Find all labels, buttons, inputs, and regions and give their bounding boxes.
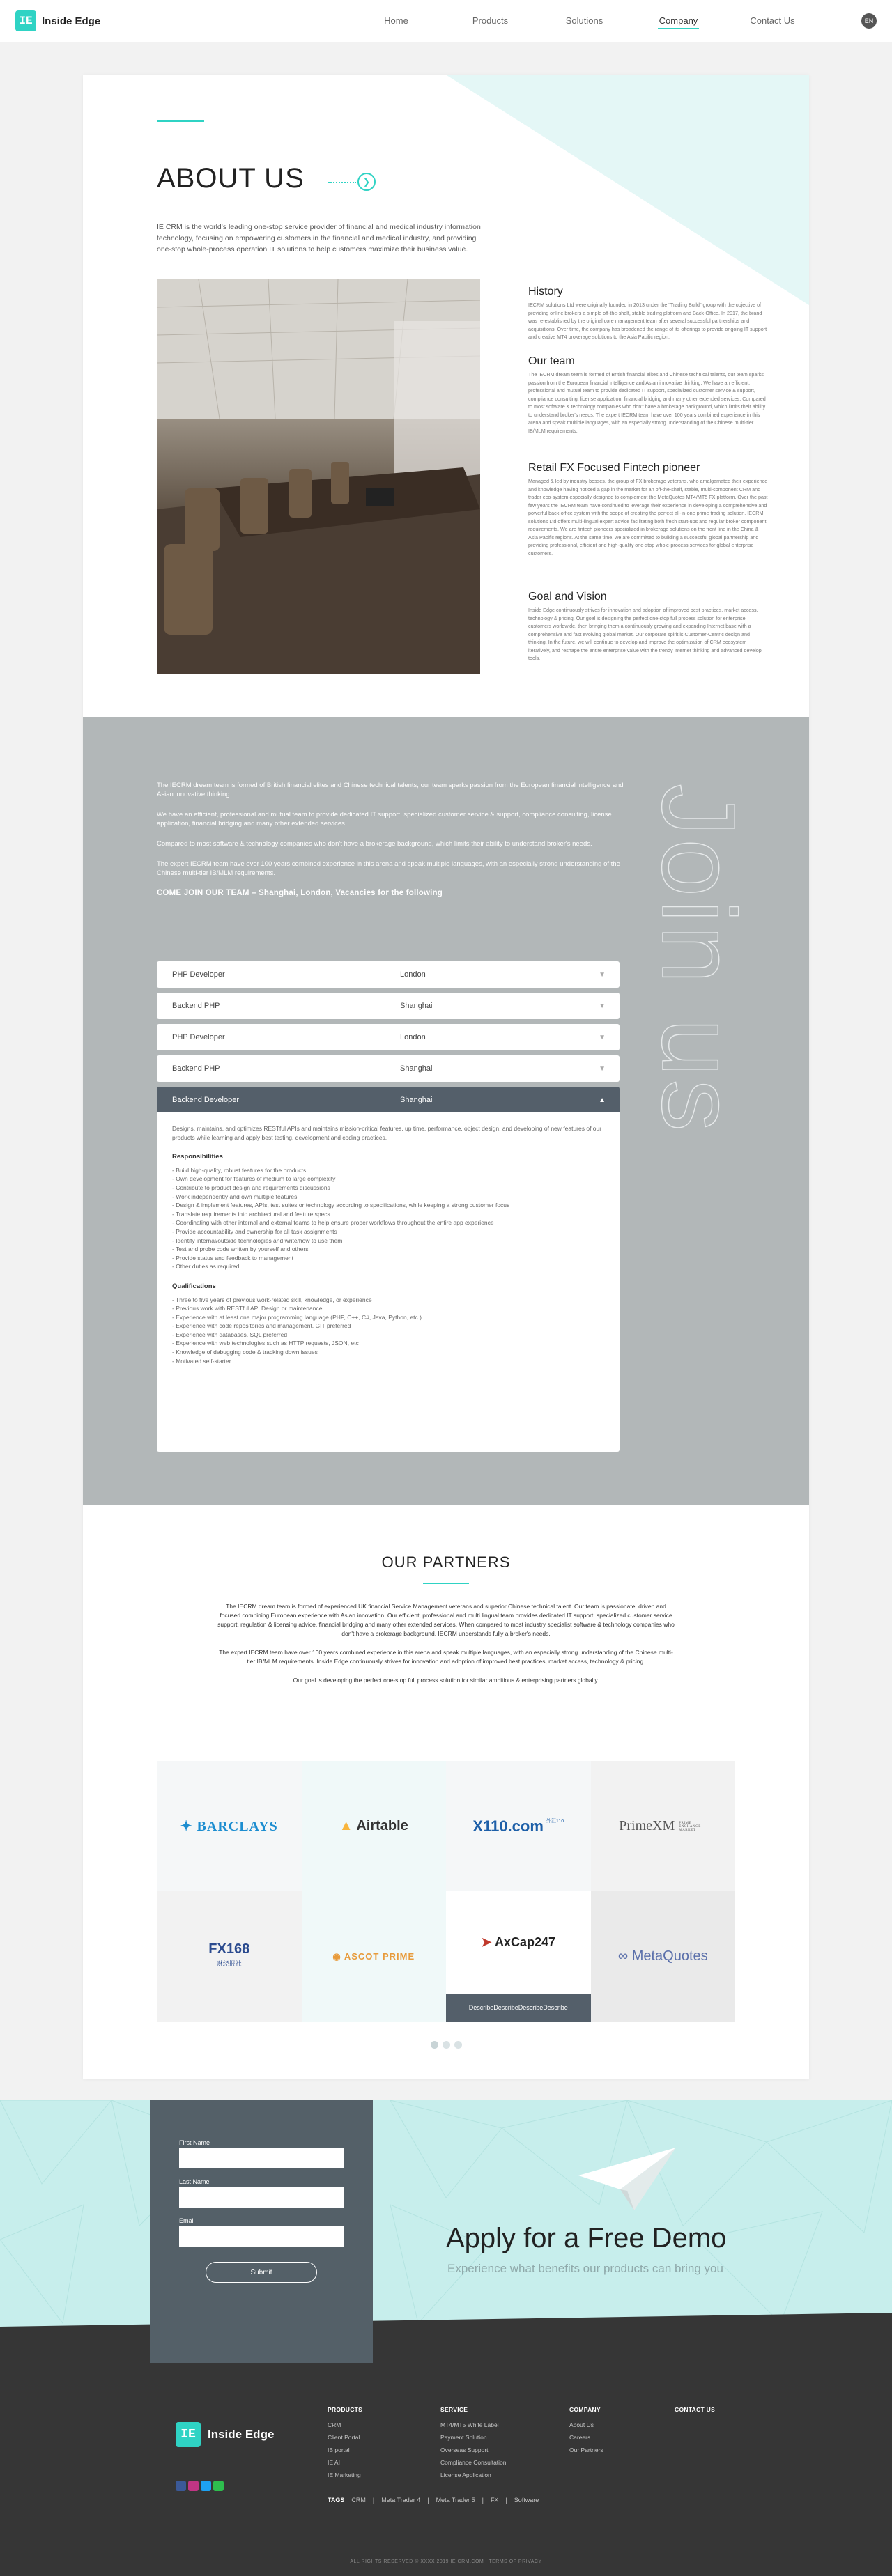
list-item: - Motivated self-starter (172, 1357, 231, 1365)
team-title: Our team (528, 355, 575, 367)
careers-paragraph: We have an efficient, professional and mutual team to provide dedicated IT support, specialized customer service & support, compliance consulting, license application, financial bridging and many other extended services. (157, 811, 612, 828)
qualifications-heading: Qualifications (172, 1282, 216, 1290)
list-item: - Three to five years of previous work-related skill, knowledge, or experience (172, 1296, 372, 1303)
footer-tags (328, 2497, 539, 2504)
partner-logo-fx168[interactable] (157, 1891, 302, 2022)
footer-link[interactable]: MT4/MT5 White Label (440, 2421, 499, 2428)
about-intro: IE CRM is the world's leading one-stop service provider of financial and medical industry information technology, focusing on empowering customers in the financial and medical industry, and providing one-stop whole-process operation IT solutions to help customers maximize their business value. (157, 223, 481, 254)
job-row[interactable] (157, 961, 620, 988)
team-text: The IECRM dream team is formed of British financial elites and Chinese technical talents, our team sparks passion from the European financial intelligence and Asian innovative thinking. We have an efficient, professional and mutual team to provide dedicated IT support, specialized customer service & support, compliance consulting, license application, financial bridging and many other extended services. Compared to most software & technology companies who don't have a brokerage background, which limits their ability to understand broker's needs. The expert IECRM team have over 100 years combined experience in this arena and speak multiple languages, with an especially strong understanding of the Chinese multi-tier IB/MLM requirements. (528, 371, 766, 434)
demo-subtitle: Experience what benefits our products can bring you (447, 2262, 723, 2275)
airtable-logo (339, 1818, 408, 1834)
x110-subtitle: 外汇110 (546, 1818, 564, 1824)
chevron-up-icon[interactable]: ▲ (599, 1096, 606, 1104)
x110-wordmark: X110.com (472, 1817, 544, 1835)
twitter-icon[interactable] (201, 2481, 211, 2491)
airtable-wordmark: Airtable (356, 1818, 408, 1833)
tag-separator: | (372, 2497, 375, 2504)
list-item: - Build high-quality, robust features for the products (172, 1166, 307, 1174)
metaquotes-logo (618, 1948, 708, 1964)
footer-column-heading: COMPANY (569, 2406, 601, 2413)
metaquotes-icon: ∞ (617, 1948, 632, 1964)
wechat-icon[interactable] (213, 2481, 224, 2491)
job-title: Backend PHP (172, 1002, 220, 1010)
axcap-logo (482, 1935, 555, 1950)
axcap-icon: ➤ (481, 1935, 495, 1949)
job-detail-panel (157, 1112, 620, 1452)
footer-link[interactable]: IE Marketing (328, 2472, 361, 2478)
partner-caption: DescribeDescribeDescribeDescribe (446, 1994, 591, 2022)
tag-separator: | (505, 2497, 507, 2504)
primexm-subtitle: PRIME EXCHANGE MARKET (679, 1821, 701, 1832)
x110-logo (472, 1817, 564, 1836)
fx168-logo (208, 1943, 249, 1970)
axcap-wordmark: AxCap247 (494, 1935, 555, 1949)
tag-link[interactable]: Software (514, 2497, 539, 2504)
careers-cta: COME JOIN OUR TEAM – Shanghai, London, Vacancies for the following (157, 889, 443, 897)
last-name-label: Last Name (179, 2178, 210, 2185)
footer-link[interactable]: IE AI (328, 2459, 340, 2466)
responsibilities-heading: Responsibilities (172, 1153, 223, 1161)
chevron-down-icon[interactable]: ▼ (599, 1002, 606, 1010)
list-item: - Coordinating with other internal and external teams to help ensure proper workflows throughout the entire app experience (172, 1219, 494, 1227)
footer-products-column (328, 2403, 362, 2481)
list-item: - Previous work with RESTful API Design or maintenance (172, 1305, 323, 1312)
ascot-prime-logo (332, 1951, 415, 1962)
job-city: London (400, 1033, 426, 1041)
site-footer (0, 2377, 892, 2576)
job-city: London (400, 970, 426, 979)
footer-brand-logo[interactable] (176, 2422, 274, 2447)
job-summary: Designs, maintains, and optimizes RESTful APIs and maintains mission-critical features, up time, performance, object design, and developing of new features of our products while learning and apply best testing, development and coding practices. (172, 1125, 602, 1141)
careers-section (83, 717, 809, 1505)
brand-logo-icon: IE (176, 2422, 201, 2447)
decorative-triangle (447, 75, 809, 305)
about-section (83, 75, 809, 717)
first-name-label: First Name (179, 2139, 210, 2146)
list-item: - Identify internal/outside technologies and write/how to use them (172, 1236, 343, 1244)
footer-column-heading: PRODUCTS (328, 2406, 363, 2413)
partner-logo-grid (157, 1761, 735, 2022)
partners-section (83, 1505, 809, 2079)
metaquotes-wordmark: MetaQuotes (631, 1948, 708, 1964)
facebook-icon[interactable] (176, 2481, 186, 2491)
job-row[interactable] (157, 1024, 620, 1050)
demo-request-form (150, 2100, 373, 2363)
history-text: IECRM solutions Ltd were originally founded in 2013 under the "Trading Build" group with the objective of providing online brokers a simple off-the-shelf, stable trading platform and Back-Office. In 2017, the brand was re-established by the original core management team after several successful partnerships and acquisitions. Over time, the company has broadened the range of its offerings to provide ongoing IT support and creative MT4 brokerage solutions to the Asia Pacific region. (528, 302, 767, 340)
fintech-section (528, 462, 769, 557)
list-item: - Experience with code repositories and management, GIT preferred (172, 1322, 351, 1330)
list-item: - Experience with web technologies such as HTTP requests, JSON, etc (172, 1340, 359, 1347)
primexm-logo (619, 1818, 707, 1834)
title-accent-line (157, 120, 204, 122)
list-item: - Experience with databases, SQL preferred (172, 1330, 288, 1338)
fintech-title: Retail FX Focused Fintech pioneer (528, 462, 700, 474)
brand-logo-icon: IE (15, 10, 36, 31)
footer-link[interactable]: IB portal (328, 2446, 350, 2453)
partners-paragraph: The expert IECRM team have over 100 years combined experience in this arena and speak multiple languages, with an especially strong understanding of the Chinese multi-tier IB/MLM requirements. Inside Edge continuously strives for innovation and adoption of improved best practices, market access, technology & pricing. (219, 1649, 673, 1665)
job-city: Shanghai (400, 1002, 433, 1010)
nav-contact-us[interactable]: Contact Us (750, 15, 795, 26)
dark-band (0, 2327, 892, 2377)
partner-logo-ascot-prime[interactable] (302, 1891, 447, 2022)
footer-link[interactable]: Careers (569, 2434, 591, 2441)
copyright-text: ALL RIGHTS RESERVED © XXXX 2019 IE CRM.COM | TERMS OF PRIVACY (350, 2559, 542, 2564)
careers-paragraph: The expert IECRM team have over 100 years combined experience in this arena and speak multiple languages, with an especially strong understanding of the Chinese multi-tier IB/MLM requirements. (157, 860, 620, 877)
tags-label: TAGS (328, 2497, 345, 2504)
partner-logo-x110[interactable] (446, 1761, 591, 1891)
meeting-room-photo (157, 279, 480, 674)
eagle-icon: ✦ (180, 1819, 197, 1834)
footer-company-column (569, 2403, 603, 2456)
list-item: - Provide accountability and ownership for all task assignments (172, 1227, 337, 1235)
fintech-text: Managed & led by industry bosses, the group of FX brokerage veterans, who amalgamated their experience and knowledge having noticed a gap in the market for an off-the-shelf, stable, multi-component CRM and trader eco-system especially designed to complement the MetaQuotes MT4/MT5 FX platform. Over the past few years the IECRM team have continued to leverage their experience in developing a comprehensive and powerful back-office system with the scope of creating the perfect all-in-one prime trading solution. IECRM solutions Ltd offers multi-lingual expert advice facilitating both fresh start-ups and regular broker component requirements. We are fintech pioneers specialized in brokerage solutions on the front line in the China & Asia Pacific regions. At the same time, we are committed to building a successful global partnership and providing professional, efficient and high-quality one-stop whole-process services for global enterprise customers. (528, 478, 768, 557)
social-links (176, 2481, 224, 2491)
partner-logo-barclays[interactable] (157, 1761, 302, 1891)
footer-link[interactable]: CRM (328, 2421, 341, 2428)
footer-contact-column (675, 2403, 715, 2419)
qualifications-list (172, 1296, 604, 1366)
barclays-wordmark: BARCLAYS (197, 1819, 278, 1834)
chevron-down-icon[interactable]: ▼ (599, 1033, 606, 1041)
join-us-watermark (635, 784, 758, 1202)
careers-paragraph: The IECRM dream team is formed of British financial elites and Chinese technical talents, our team sparks passion from the European financial intelligence and Asian innovative thinking. (157, 782, 624, 798)
barclays-logo (180, 1817, 278, 1835)
title-accent-line (423, 1583, 469, 1584)
partner-logo-metaquotes[interactable] (591, 1891, 736, 2022)
nav-home[interactable]: Home (384, 15, 408, 26)
list-item: - Design & implement features, APIs, test suites or technology according to specifications, while keeping a strong customer focus (172, 1202, 510, 1209)
chevron-down-icon[interactable]: ▼ (599, 970, 606, 979)
footer-brand-name: Inside Edge (208, 2428, 275, 2441)
goal-text: Inside Edge continuously strives for innovation and adoption of improved best practices, market access, technology & pricing. Our goal is designing the perfect one-stop full process solution for enterprise customers worldwide, then bringing them a continuously growing and expanding Internet base with a comprehensive and fast evolving global market. Our corporate spirit is Customer-Centric design and thinking. In the future, we will continue to develop and improve the optimization of CRM ecosystem iteratively, and reshape the entire enterprise value with the trendy internet thinking and advanced develop tools. (528, 607, 762, 661)
ascot-crest-icon: ◉ (332, 1950, 344, 1962)
careers-intro (157, 781, 624, 909)
instagram-icon[interactable] (188, 2481, 199, 2491)
fx168-wordmark: FX168 (208, 1941, 250, 1957)
team-section (528, 355, 769, 435)
list-item: - Translate requirements into architectural and feature specs (172, 1210, 330, 1218)
tag-separator: | (482, 2497, 484, 2504)
main-nav (349, 0, 820, 42)
first-name-input[interactable] (179, 2148, 344, 2168)
job-title: Backend PHP (172, 1064, 220, 1073)
goal-section (528, 591, 769, 662)
content-card (83, 75, 809, 2079)
list-item: - Provide status and feedback to management (172, 1254, 293, 1262)
carousel-dot[interactable] (431, 2041, 438, 2049)
chevron-down-icon[interactable]: ▼ (599, 1064, 606, 1073)
goal-title: Goal and Vision (528, 591, 607, 603)
paper-plane-icon (578, 2148, 676, 2210)
partners-intro (215, 1602, 677, 1695)
footer-link[interactable]: Compliance Consultation (440, 2459, 507, 2466)
email-input[interactable] (179, 2226, 344, 2247)
list-item: - Work independently and own multiple features (172, 1193, 298, 1200)
list-item: - Experience with at least one major programming language (PHP, C++, C#, Java, Python, etc.) (172, 1313, 422, 1321)
footer-column-heading: SERVICE (440, 2406, 468, 2413)
job-row-expanded[interactable] (157, 1087, 620, 1113)
nav-products[interactable]: Products (472, 15, 509, 26)
nav-solutions[interactable]: Solutions (565, 15, 603, 26)
partners-title: OUR PARTNERS (381, 1553, 511, 1571)
join-us-watermark-text: Join us (640, 784, 758, 1135)
partners-paragraph: The IECRM dream team is formed of experienced UK financial Service Management veterans and superior Chinese technical talent. Our team is passionate, driven and focused combining European experience with Asian innovation. Our efficient, professional and multi lingual team provides dedicated IT support, specialized customer service support, regulation & licensing advice, financial bridging and many other extended services. When compared to most industry specialist software & technology companies who don't have a brokerage background, IECRM understands fully a broker's needs. (217, 1603, 675, 1637)
list-item: - Other duties as required (172, 1263, 240, 1271)
partners-paragraph: Our goal is developing the perfect one-stop full process solution for similar ambitious & enterprising partners globally. (293, 1677, 599, 1684)
footer-link[interactable]: Our Partners (569, 2446, 603, 2453)
demo-title: Apply for a Free Demo (446, 2223, 727, 2253)
brand-name: Inside Edge (42, 15, 101, 27)
list-item: - Test and probe code written by yourself and others (172, 1246, 309, 1253)
carousel-dot[interactable] (443, 2041, 450, 2049)
footer-link[interactable]: Payment Solution (440, 2434, 487, 2441)
job-city: Shanghai (400, 1096, 433, 1104)
about-title: ABOUT US (157, 163, 305, 194)
carousel-dot[interactable] (454, 2041, 462, 2049)
tag-link[interactable]: Meta Trader 4 (381, 2497, 421, 2504)
partner-logo-primexm[interactable] (591, 1761, 736, 1891)
airtable-icon: ▲ (339, 1818, 357, 1833)
job-row[interactable] (157, 1055, 620, 1082)
history-title: History (528, 286, 563, 297)
submit-button[interactable]: Submit (206, 2262, 317, 2283)
partner-logo-airtable[interactable] (302, 1761, 447, 1891)
tag-separator: | (427, 2497, 429, 2504)
top-navigation-bar (0, 0, 892, 42)
responsibilities-list (172, 1166, 604, 1271)
ascot-prime-wordmark: ASCOT PRIME (344, 1950, 415, 1962)
last-name-input[interactable] (179, 2187, 344, 2208)
footer-link[interactable]: Overseas Support (440, 2446, 489, 2453)
fx168-subtitle: 财经报社 (216, 1960, 242, 1967)
footer-column-heading[interactable]: CONTACT US (675, 2406, 716, 2413)
email-label: Email (179, 2217, 195, 2224)
partner-logo-axcap247[interactable] (446, 1891, 591, 2022)
job-title: Backend Developer (172, 1096, 240, 1104)
job-city: Shanghai (400, 1064, 433, 1073)
job-title: PHP Developer (172, 1033, 225, 1041)
nav-company[interactable]: Company (631, 0, 725, 42)
language-switcher[interactable]: EN (861, 13, 877, 29)
footer-link[interactable]: License Application (440, 2472, 491, 2478)
tag-link[interactable]: CRM (351, 2497, 366, 2504)
footer-service-column (440, 2403, 507, 2481)
job-row[interactable] (157, 993, 620, 1019)
brand-logo[interactable] (15, 10, 100, 31)
carousel-pagination (83, 2041, 809, 2049)
tag-link[interactable]: FX (490, 2497, 499, 2504)
job-title: PHP Developer (172, 970, 225, 979)
list-item: - Contribute to product design and requirements discussions (172, 1184, 330, 1191)
list-item: - Own development for features of medium to large complexity (172, 1175, 336, 1183)
arrow-right-icon[interactable]: ❯ (357, 173, 376, 191)
tag-link[interactable]: Meta Trader 5 (436, 2497, 475, 2504)
careers-paragraph: Compared to most software & technology companies who don't have a brokerage background, which limits their ability to understand broker's needs. (157, 840, 592, 848)
history-section (528, 286, 769, 341)
footer-link[interactable]: About Us (569, 2421, 594, 2428)
list-item: - Knowledge of debugging code & tracking down issues (172, 1349, 318, 1356)
primexm-wordmark: PrimeXM (619, 1818, 675, 1833)
footer-link[interactable]: Client Portal (328, 2434, 360, 2441)
free-demo-section (0, 2100, 892, 2377)
